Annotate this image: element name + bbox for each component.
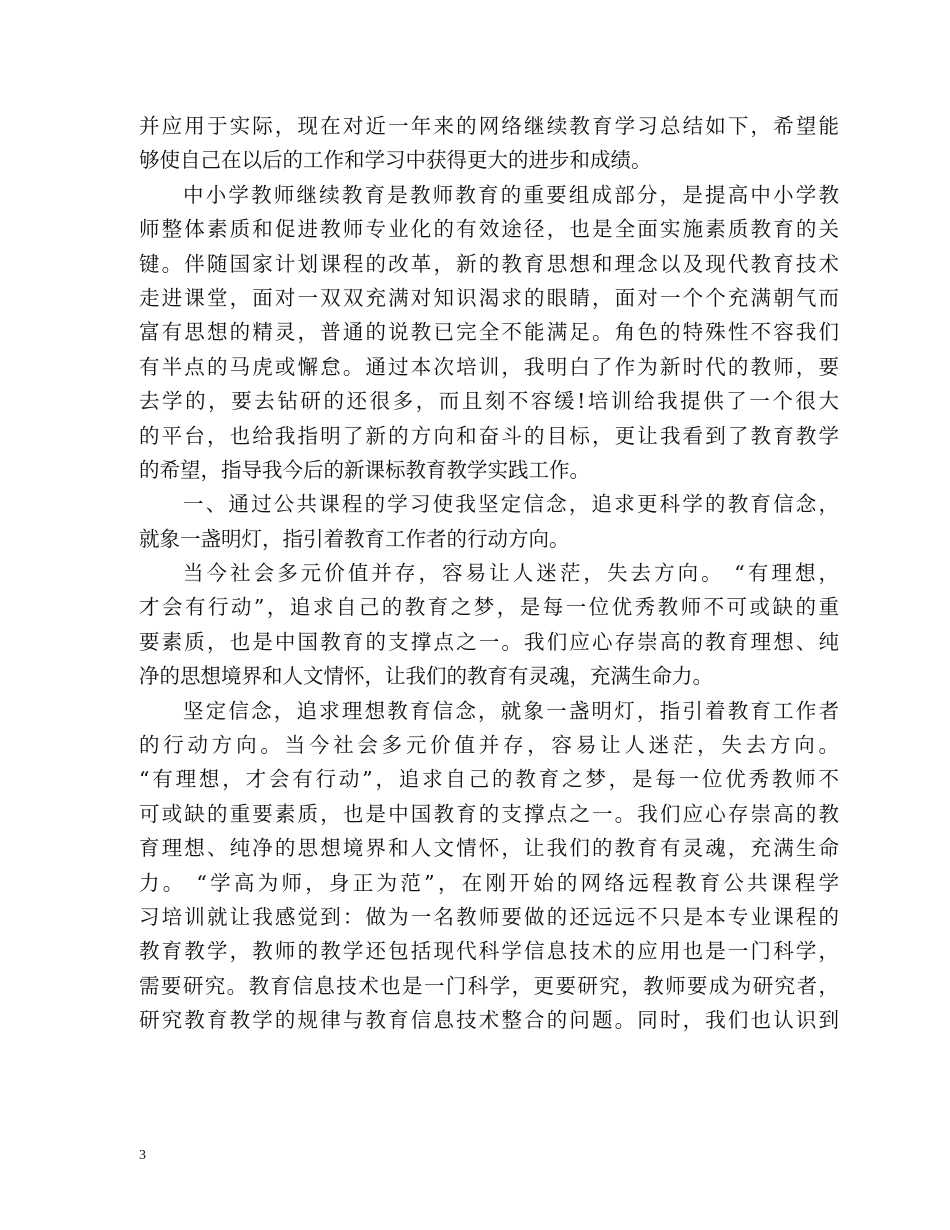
text-line: 可或缺的重要素质，也是中国教育的支撑点之一。我们应心存崇高的教 [139, 801, 839, 826]
text-line: 中小学教师继续教育是教师教育的重要组成部分，是提高中小学教 [183, 182, 839, 207]
text-line: 够使自己在以后的工作和学习中获得更大的进步和成绩。 [139, 148, 652, 173]
body-text [139, 109, 839, 1038]
text-line: 就象一盏明灯，指引着教育工作者的行动方向。 [139, 526, 570, 551]
text-line: 去学的，要去钻研的还很多，而且刻不容缓!培训给我提供了一个很大 [139, 389, 839, 414]
text-line: 师整体素质和促进教师专业化的有效途径，也是全面实施素质教育的关 [139, 217, 839, 242]
text-line: 并应用于实际，现在对近一年来的网络继续教育学习总结如下，希望能 [139, 114, 839, 138]
text-line: 的行动方向。当今社会多元价值并存，容易让人迷茫，失去方向。 [139, 733, 839, 758]
text-line: 净的思想境界和人文情怀，让我们的教育有灵魂，充满生命力。 [139, 664, 713, 689]
text-line: “有理想，才会有行动”，追求自己的教育之梦，是每一位优秀教师不 [139, 767, 839, 792]
text-line: 习培训就让我感觉到：做为一名教师要做的还远远不只是本专业课程的 [139, 904, 839, 929]
text-line: 需要研究。教育信息技术也是一门科学，更要研究，教师要成为研究者， [139, 973, 839, 998]
text-line: 研究教育教学的规律与教育信息技术整合的问题。同时，我们也认识到 [139, 1008, 839, 1033]
text-line: 键。伴随国家计划课程的改革，新的教育思想和理念以及现代教育技术 [139, 251, 839, 276]
text-line: 当今社会多元价值并存，容易让人迷茫，失去方向。 “有理想， [183, 561, 839, 586]
text-line: 力。 “学高为师，身正为范”，在刚开始的网络远程教育公共课程学 [139, 870, 839, 895]
text-line: 的希望，指导我今后的新课标教育教学实践工作。 [139, 457, 590, 482]
text-line: 要素质，也是中国教育的支撑点之一。我们应心存崇高的教育理想、纯 [139, 629, 839, 654]
text-line: 有半点的马虎或懈怠。通过本次培训，我明白了作为新时代的教师，要 [139, 354, 839, 379]
text-line: 走进课堂，面对一双双充满对知识渴求的眼睛，面对一个个充满朝气而 [139, 285, 839, 310]
text-line: 才会有行动”，追求自己的教育之梦，是每一位优秀教师不可或缺的重 [139, 595, 839, 620]
page-number: 3 [139, 1148, 146, 1163]
text-line: 育理想、纯净的思想境界和人文情怀，让我们的教育有灵魂，充满生命 [139, 836, 839, 861]
text-line: 富有思想的精灵，普通的说教已完全不能满足。角色的特殊性不容我们 [139, 320, 839, 345]
text-line: 坚定信念，追求理想教育信念，就象一盏明灯，指引着教育工作者 [183, 698, 839, 723]
text-line: 教育教学，教师的教学还包括现代科学信息技术的应用也是一门科学， [139, 939, 839, 964]
text-line: 的平台，也给我指明了新的方向和奋斗的目标，更让我看到了教育教学 [139, 423, 839, 448]
text-line: 一、通过公共课程的学习使我坚定信念，追求更科学的教育信念， [183, 492, 839, 517]
